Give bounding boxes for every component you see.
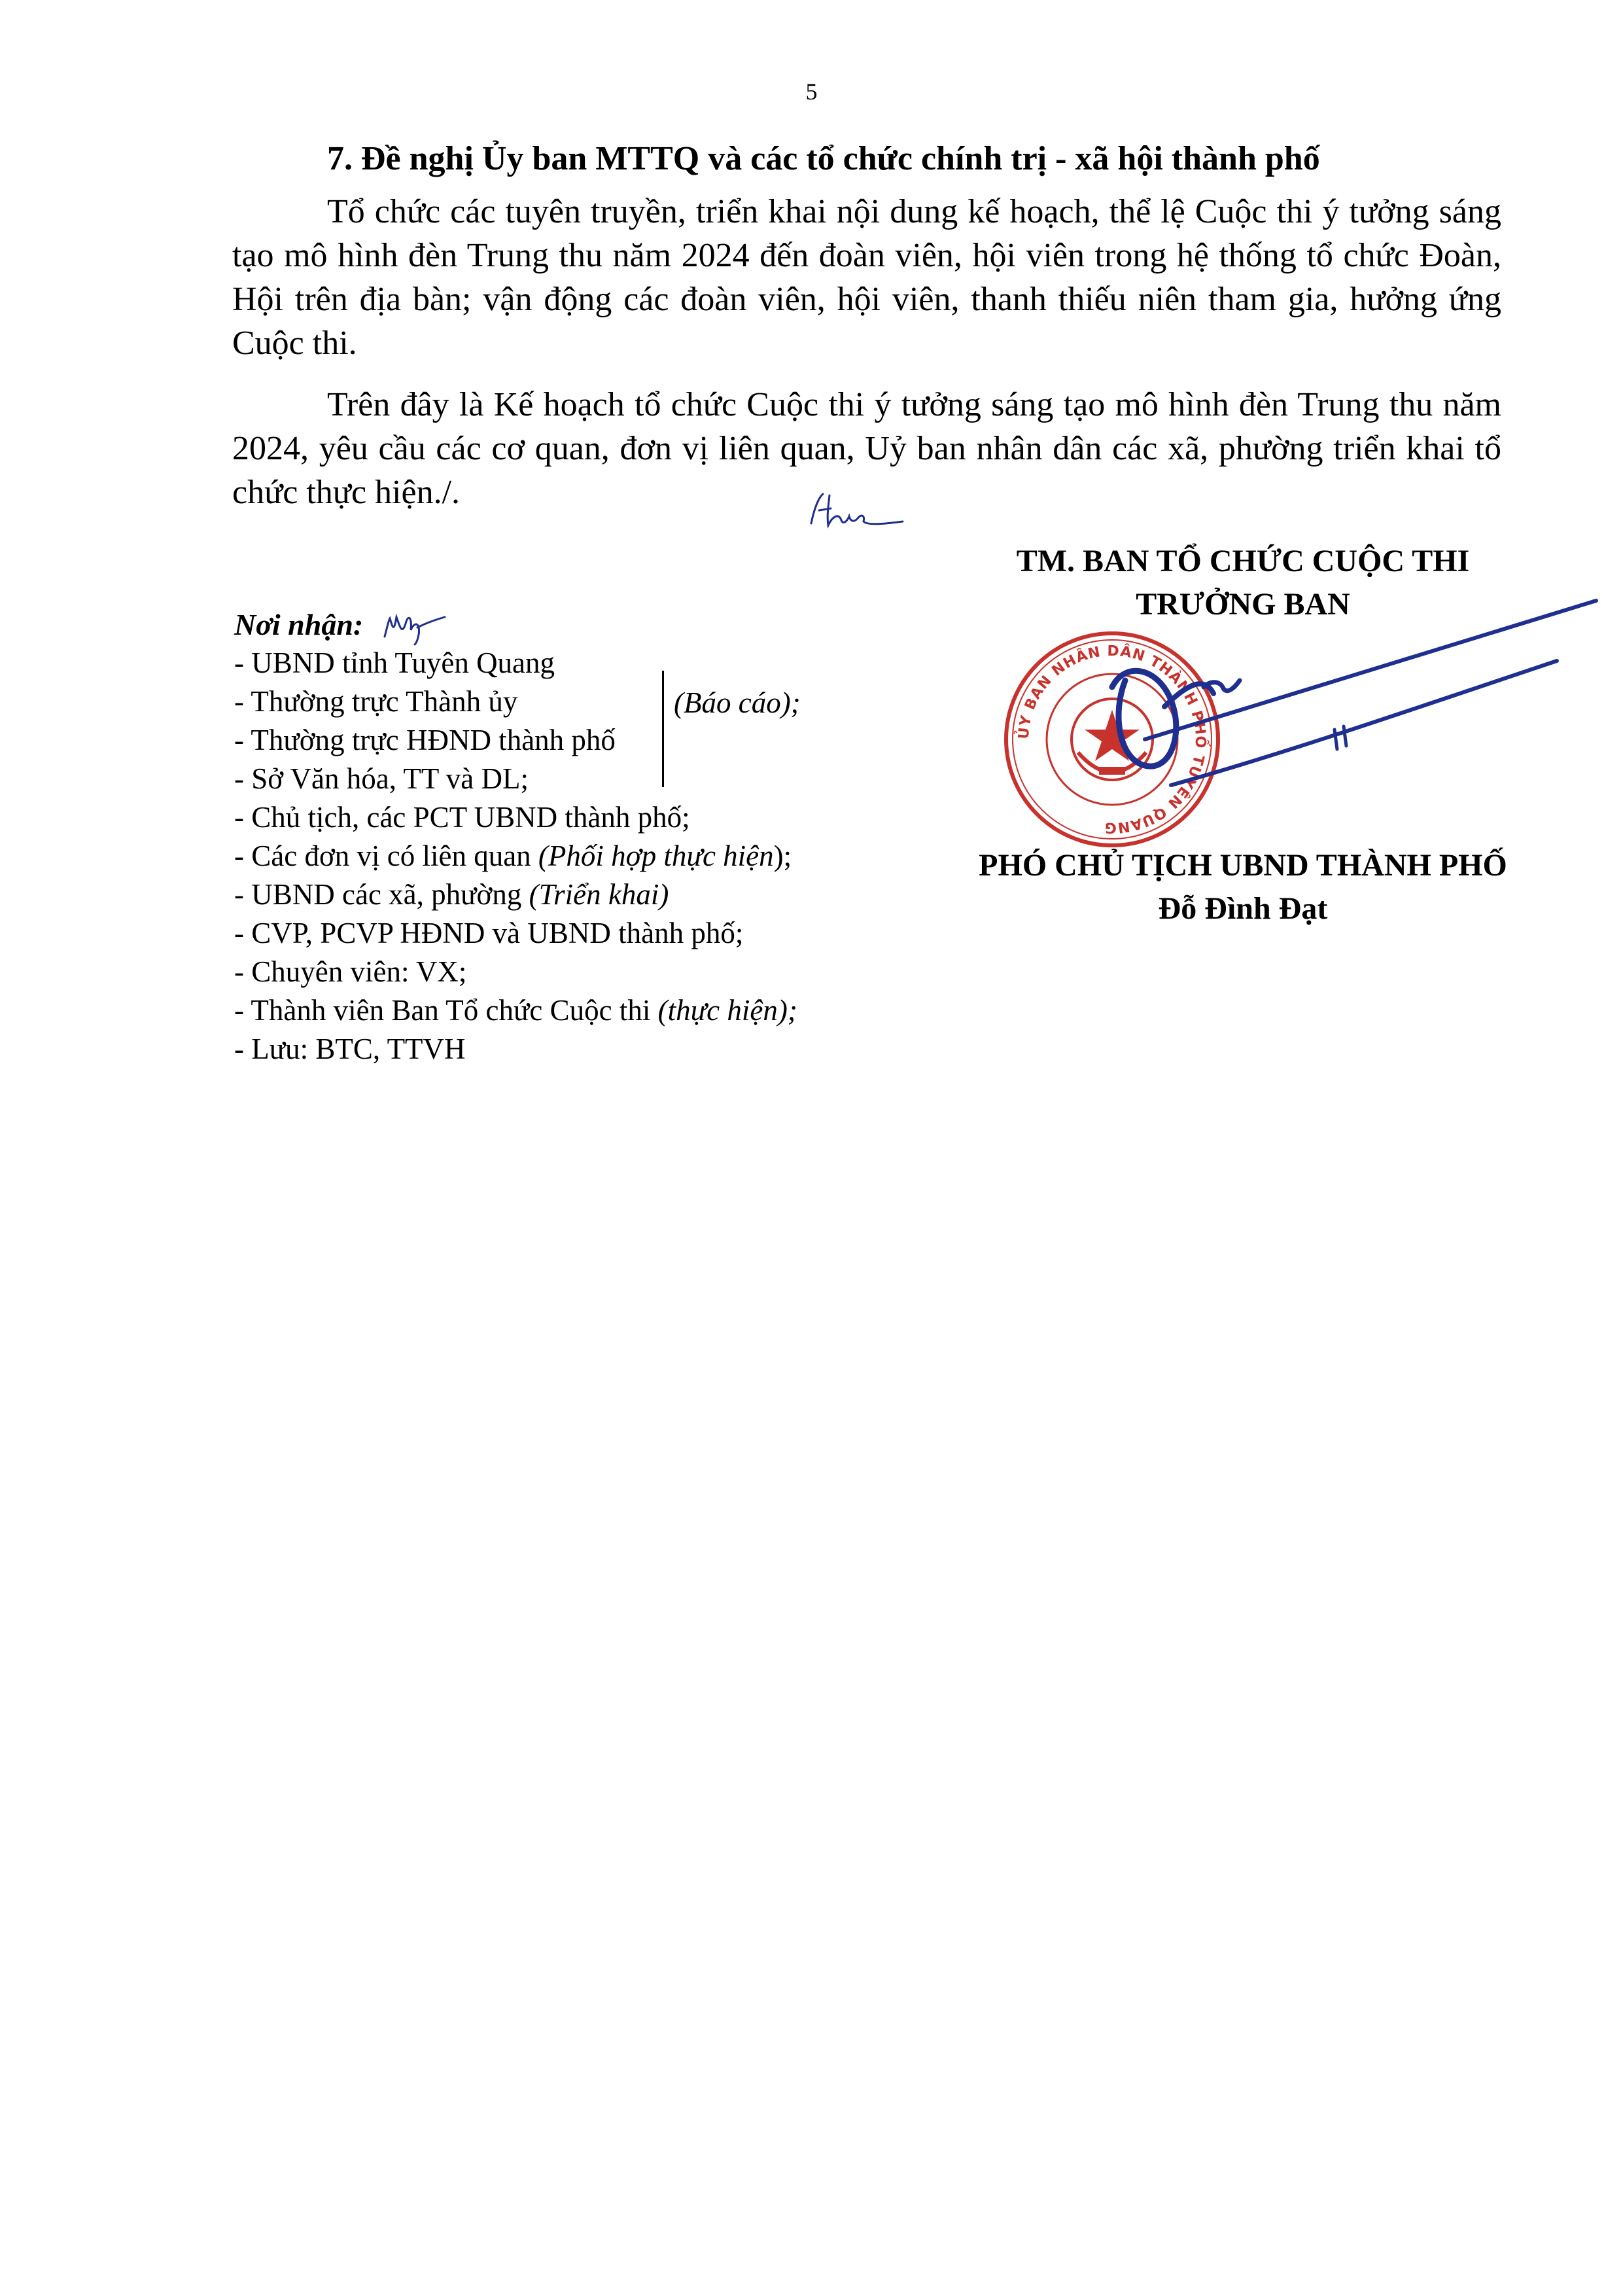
seal-text: ỦY BAN NHÂN DÂN THÀNH PHỐ TUYÊN QUANG — [1015, 643, 1209, 836]
recipient-item-coop — [234, 837, 797, 875]
brace-line — [662, 671, 664, 787]
signer-name: Đỗ Đình Đạt — [1158, 891, 1328, 926]
recipient-item: - Thường trực HĐND thành phố — [234, 724, 616, 756]
recipient-wards-italic: (Triển khai) — [529, 878, 669, 911]
recipient-coop-italic: (Phối hợp thực hiện — [538, 839, 774, 872]
page-number: 5 — [805, 79, 818, 105]
signer-line-2: TRƯỞNG BAN — [1136, 587, 1350, 622]
recipient-item-members — [234, 991, 797, 1030]
recipients-list — [234, 605, 797, 1069]
signer-line-1: TM. BAN TỔ CHỨC CUỘC THI — [1016, 544, 1470, 578]
body-paragraph-1: Tổ chức các tuyên truyền, triển khai nội dung kế hoạch, thể lệ Cuộc thi ý tưởng sáng tạo mô hình đèn Trung thu năm 2024 đến đoàn viên, hội viên trong hệ thống tổ chức Đoàn, Hội trên địa bàn; vận động các đoàn viên, hội viên, thanh thiếu niên tham gia, hưởng ứng Cuộc thi. — [232, 193, 1501, 362]
recipients-title: Nơi nhận: — [234, 608, 364, 641]
recipient-item: - UBND tỉnh Tuyên Quang — [234, 646, 555, 679]
signer-info — [929, 844, 1557, 930]
recipient-item: - Sở Văn hóa, TT và DL; — [234, 762, 529, 795]
handwritten-initial-icon — [805, 487, 909, 533]
recipient-members-prefix: - Thành viên Ban Tổ chức Cuộc thi — [234, 994, 658, 1027]
report-note: (Báo cáo); — [674, 686, 801, 719]
signature-icon — [1073, 589, 1609, 824]
recipient-item: - Lưu: BTC, TTVH — [234, 1033, 466, 1065]
recipient-item-wards — [234, 875, 797, 914]
handwritten-initial-icon — [379, 604, 451, 650]
recipient-members-italic: (thực hiện); — [657, 994, 797, 1027]
recipient-item: - Chuyên viên: VX; — [234, 955, 467, 988]
recipient-item: - Thường trực Thành ủy — [234, 685, 518, 718]
body-paragraph-2: Trên đây là Kế hoạch tổ chức Cuộc thi ý tưởng sáng tạo mô hình đèn Trung thu năm 2024, yêu cầu các cơ quan, đơn vị liên quan, Uỷ ban nhân dân các xã, phường triển khai tổ chức thực hiện./. — [232, 386, 1501, 511]
recipient-coop-prefix: - Các đơn vị có liên quan — [234, 839, 538, 872]
recipient-wards-prefix: - UBND các xã, phường — [234, 878, 529, 911]
recipient-coop-suffix: ); — [773, 839, 792, 872]
recipient-item: - Chủ tịch, các PCT UBND thành phố; — [234, 801, 690, 834]
section-heading: 7. Đề nghị Ủy ban MTTQ và các tổ chức chính trị - xã hội thành phố — [327, 140, 1320, 177]
recipient-item: - CVP, PCVP HĐND và UBND thành phố; — [234, 917, 744, 949]
signer-position: PHÓ CHỦ TỊCH UBND THÀNH PHỐ — [979, 848, 1507, 883]
